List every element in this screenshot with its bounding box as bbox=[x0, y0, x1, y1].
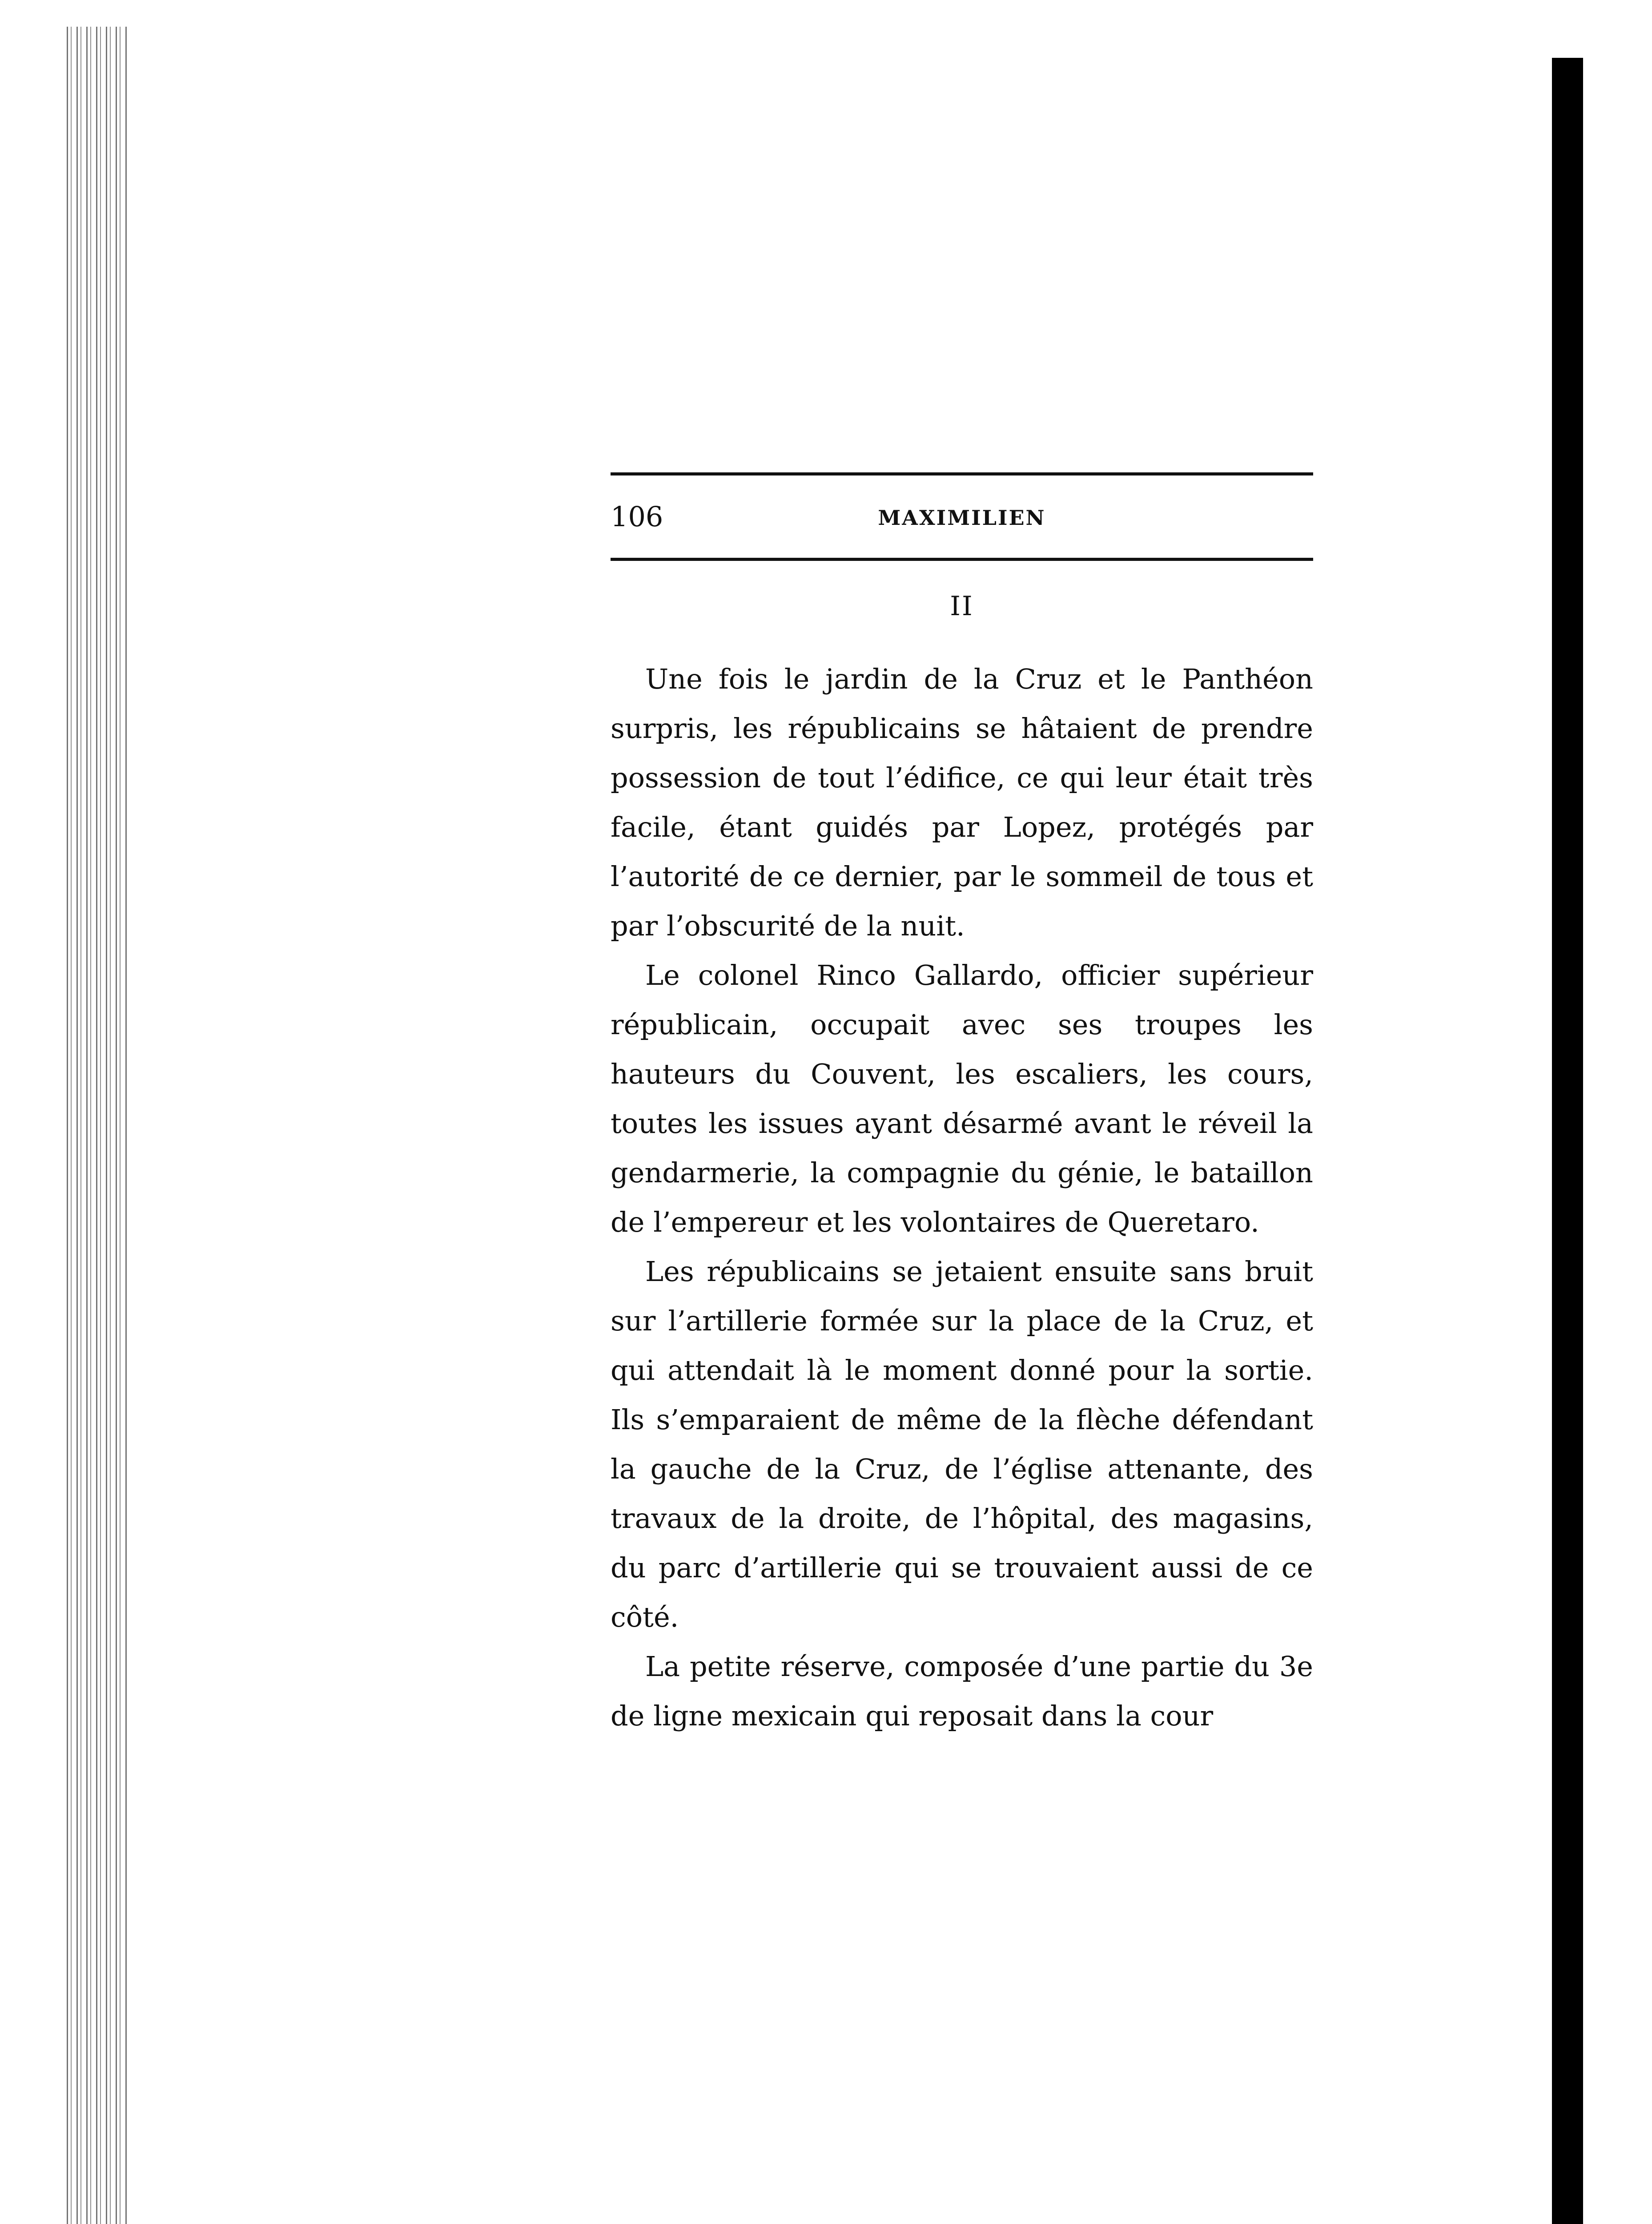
running-head bbox=[611, 475, 1313, 558]
paragraph: La petite réserve, composée d’une partie du 3e de ligne mexicain qui reposait dans la cour bbox=[611, 1650, 1313, 1732]
page-number: 106 bbox=[611, 500, 663, 533]
scan-right-bar-artifact bbox=[1552, 58, 1583, 2224]
chapter-heading: II bbox=[950, 591, 974, 622]
paragraph: Le colonel Rinco Gallardo, officier supérieur républicain, occupait avec ses troupes les hauteurs du Couvent, les escaliers, les cours, toutes les issues ayant désarmé avant le réveil la gendarmerie, la compagnie du génie, le bataillon de l’empereur et les volontaires de Queretaro. bbox=[611, 959, 1313, 1238]
header-top-rule bbox=[611, 472, 1313, 475]
page-text-block bbox=[611, 472, 1313, 1741]
header-bottom-rule bbox=[611, 558, 1313, 561]
scan-left-edge-artifact bbox=[67, 27, 129, 2224]
paragraph: Les républicains se jetaient ensuite sans bruit sur l’artillerie formée sur la place de la Cruz, et qui attendait là le moment donné pour la sortie. Ils s’emparaient de même de la flèche défendant la gauche de la Cruz, de l’église attenante, des travaux de la droite, de l’hôpital, des magasins, du parc d’artillerie qui se trouvaient aussi de ce côté. bbox=[611, 1255, 1313, 1633]
paragraph: Une fois le jardin de la Cruz et le Panthéon surpris, les républicains se hâtaient de prendre possession de tout l’édifice, ce qui leur était très facile, étant guidés par Lopez, protégés par l’autorité de ce dernier, par le sommeil de tous et par l’obscurité de la nuit. bbox=[611, 663, 1313, 942]
running-title: MAXIMILIEN bbox=[878, 506, 1046, 530]
